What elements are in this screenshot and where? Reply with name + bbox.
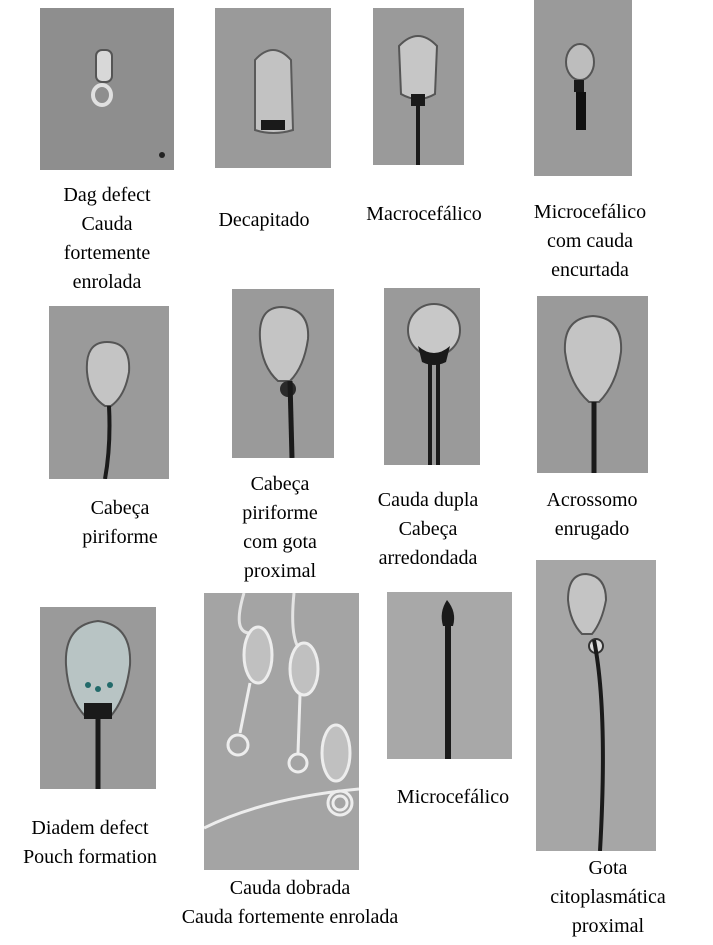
caption-dag-defect: [40, 181, 174, 297]
caption-line: Cauda dobrada: [229, 877, 351, 899]
caption-line: proximal: [243, 560, 317, 582]
sperm-microcefalico-encurtada-illustration: [534, 0, 632, 176]
micrograph-decapitado: [215, 8, 331, 168]
micrograph-macrocefalico: [373, 8, 464, 165]
caption-line: Cauda fortemente enrolada: [181, 906, 399, 928]
sperm-piriforme-gota-illustration: [232, 289, 334, 458]
caption-line: piriforme: [82, 526, 158, 548]
caption-line: Cabeça: [90, 497, 150, 519]
sperm-macrocefalico-illustration: [373, 8, 464, 165]
caption-cauda-dobrada: [150, 874, 430, 932]
caption-line: enrugado: [554, 518, 630, 540]
sperm-gota-citoplasmatica-illustration: [536, 560, 656, 851]
caption-line: citoplasmática: [550, 886, 666, 908]
micrograph-cauda-dobrada: [204, 593, 359, 870]
caption-cauda-dupla: [358, 486, 498, 573]
sperm-cauda-dupla-illustration: [384, 288, 480, 465]
caption-gota-citoplasmatica: [528, 854, 688, 941]
caption-line: Cauda: [81, 213, 133, 235]
caption-cabeca-piriforme: [60, 494, 180, 552]
caption-cabeca-piriforme-gota: [220, 470, 340, 586]
caption-microcefalico: [378, 783, 528, 812]
micrograph-acrossomo-enrugado: [537, 296, 648, 473]
caption-line: piriforme: [242, 502, 318, 524]
micrograph-microcefalico-cauda-encurtada: [534, 0, 632, 176]
sperm-acrossomo-enrugado-illustration: [537, 296, 648, 473]
micrograph-dag-defect: [40, 8, 174, 170]
caption-line: Dag defect: [63, 184, 151, 206]
caption-microcefalico-cauda-encurtada: [515, 198, 665, 285]
micrograph-microcefalico: [387, 592, 512, 759]
caption-line: arredondada: [378, 547, 478, 569]
sperm-diadem-illustration: [40, 607, 156, 789]
micrograph-diadem-defect: [40, 607, 156, 789]
caption-line: Acrossomo: [546, 489, 638, 511]
caption-line: Cabeça: [250, 473, 310, 495]
caption-line: Cabeça: [398, 518, 458, 540]
sperm-microcefalico-illustration: [387, 592, 512, 759]
caption-diadem-defect: [10, 814, 170, 872]
caption-line: Cauda dupla: [377, 489, 479, 511]
caption-line: com cauda: [546, 230, 634, 252]
caption-macrocefalico: [350, 200, 498, 229]
micrograph-cabeca-piriforme-gota: [232, 289, 334, 458]
caption-line: fortemente: [63, 242, 151, 264]
caption-line: Macrocefálico: [366, 203, 482, 225]
sperm-piriforme-illustration: [49, 306, 169, 479]
caption-decapitado: [200, 206, 328, 235]
sperm-dag-defect-illustration: [40, 8, 174, 170]
caption-line: Microcefálico: [396, 786, 510, 808]
micrograph-gota-citoplasmatica: [536, 560, 656, 851]
caption-line: Pouch formation: [23, 846, 157, 868]
caption-line: encurtada: [551, 259, 629, 281]
micrograph-cabeca-piriforme: [49, 306, 169, 479]
micrograph-cauda-dupla: [384, 288, 480, 465]
caption-line: proximal: [571, 915, 645, 937]
sperm-decapitado-illustration: [215, 8, 331, 168]
caption-line: enrolada: [72, 271, 142, 293]
caption-acrossomo-enrugado: [532, 486, 652, 544]
caption-line: Decapitado: [218, 209, 310, 231]
caption-line: com gota: [243, 531, 317, 553]
caption-line: Microcefálico: [533, 201, 647, 223]
caption-line: Gota: [588, 857, 628, 879]
sperm-cauda-dobrada-illustration: [204, 593, 359, 870]
caption-line: Diadem defect: [31, 817, 149, 839]
